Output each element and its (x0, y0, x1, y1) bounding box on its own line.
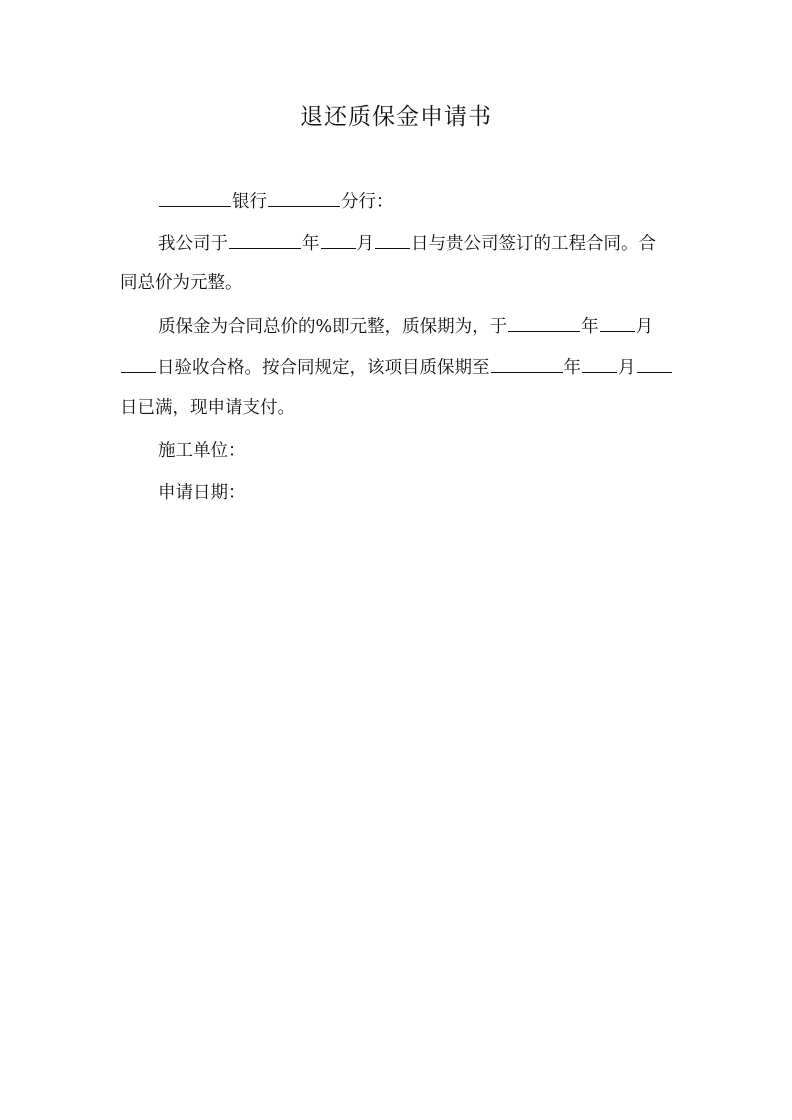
paragraph2-line2 (120, 352, 676, 382)
p1-prefix: 我公司于 (158, 234, 228, 254)
contract-year-blank[interactable] (229, 228, 301, 249)
acceptance-month-blank[interactable] (600, 311, 635, 332)
branch-name-blank[interactable] (268, 186, 340, 207)
p1-suffix: 日与贵公司签订的工程合同。合 (411, 234, 656, 254)
application-date-label: 申请日期： (158, 483, 246, 503)
p2-line2-month-label: 月 (618, 358, 636, 378)
contract-day-blank[interactable] (375, 228, 410, 249)
p2-month-label: 月 (635, 317, 654, 337)
p2-line3-text: 日已满，现申请支付。 (120, 398, 295, 418)
p1-line2-text: 同总价为元整。 (120, 273, 243, 293)
construction-unit-line (158, 437, 676, 465)
acceptance-day-blank[interactable] (121, 352, 156, 373)
p1-year-label: 年 (302, 234, 320, 254)
expiry-month-blank[interactable] (582, 352, 617, 373)
document-title: 退还质保金申请书 (300, 104, 492, 130)
p2-line2-year-label: 年 (563, 358, 581, 378)
paragraph2-line1 (158, 311, 676, 341)
p2-line2-prefix: 日验收合格。按合同规定，该项目质保期至 (157, 358, 490, 378)
p2-year-label: 年 (581, 317, 599, 337)
expiry-year-blank[interactable] (491, 352, 563, 373)
paragraph1-line2 (120, 269, 676, 297)
salutation-line (158, 186, 676, 216)
acceptance-year-blank[interactable] (508, 311, 580, 332)
paragraph1-line1 (158, 228, 676, 258)
paragraph2-line3 (120, 394, 676, 422)
application-date-line (158, 479, 676, 507)
branch-label: 分行： (341, 192, 394, 212)
construction-unit-label: 施工单位： (158, 441, 246, 461)
expiry-day-blank[interactable] (637, 352, 672, 373)
p2-prefix: 质保金为合同总价的%即元整，质保期为，于 (158, 317, 508, 337)
contract-month-blank[interactable] (321, 228, 356, 249)
bank-name-blank[interactable] (159, 186, 231, 207)
p1-month-label: 月 (356, 234, 374, 254)
bank-label: 银行 (232, 192, 267, 212)
